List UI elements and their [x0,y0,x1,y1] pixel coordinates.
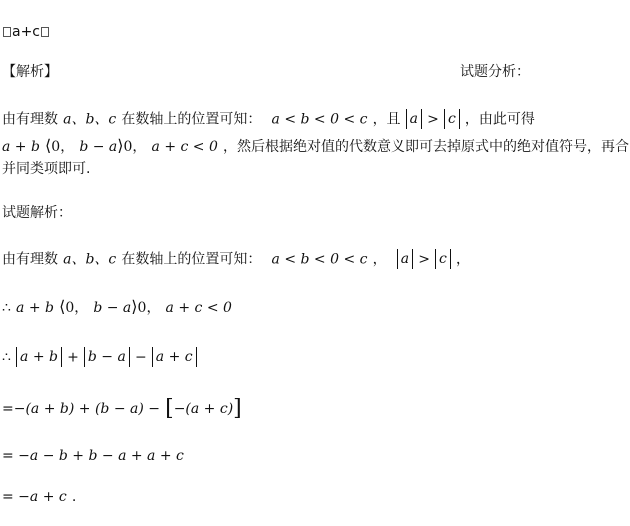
expr-b-minus-a: b − a [79,139,118,155]
solution-inequality: a < b < 0 < c [271,251,368,268]
solution-line-1 [2,249,470,269]
analysis-text: ，由此可得 [464,111,535,128]
gt-sign: > [427,111,439,128]
analysis-line-1 [2,109,535,129]
solution-vars: a、b、c [63,251,117,268]
abs-c: c [444,109,460,129]
solution-text: ， [372,251,387,268]
zero: 0， [123,139,147,155]
solution-title: 试题解析： [2,205,72,221]
analysis-line-3: 并同类项即可. [2,161,91,177]
left-bracket: [ [165,396,174,421]
minus-sign: − [134,349,147,366]
analysis-text: 在数轴上的位置可知： [121,111,262,128]
period: . [71,489,77,505]
solution-line-3 [2,347,197,367]
analysis-vars: a、b、c [63,111,117,128]
abs-c: c [435,249,451,269]
therefore-symbol: ∴ [2,300,11,316]
therefore-symbol: ∴ [2,349,11,366]
analysis-text: 由有理数 [2,111,58,128]
expr-a-plus-b: a + b [16,300,54,316]
analysis-inequality: a < b < 0 < c [271,111,368,128]
expr-expansion: =−(a + b) + (b − a) − [2,401,160,417]
lt-sign: ⟨ [45,136,52,155]
solution-line-2 [2,298,232,317]
expr-inner: −(a + c) [173,401,234,417]
final-answer: = −a + c [2,489,67,505]
solution-line-4 [2,396,242,421]
abs-a: a [406,109,422,129]
jiexi-title: 【解析】 [2,64,58,80]
zero: 0， [137,300,161,316]
placeholder-box-icon [41,27,49,37]
solution-text: 在数轴上的位置可知： [121,251,262,268]
right-bracket: ] [233,396,242,421]
zero: 0， [65,300,89,316]
answer-text: a+c [12,24,41,40]
analysis-line-2 [2,137,629,156]
expr-b-minus-a: b − a [93,300,132,316]
analysis-text: ，然后根据绝对值的代数意义即可去掉原式中的绝对值符号，再合 [222,139,629,155]
placeholder-box-icon [3,27,11,37]
gt-sign: > [418,251,430,268]
analysis-text: ，且 [372,111,401,128]
abs-b-minus-a: b − a [84,347,130,367]
expr-a-plus-c: a + c < 0 [165,300,232,316]
abs-a-plus-c: a + c [152,347,197,367]
gt-sign: ⟩ [117,136,124,155]
answer-line [2,22,50,41]
plus-sign: + [67,349,79,366]
expr-a-plus-c: a + c < 0 [151,139,218,155]
expr-a-plus-b: a + b [2,139,40,155]
solution-line-6 [2,487,76,506]
analysis-title: 试题分析： [460,64,530,80]
solution-text: 由有理数 [2,251,58,268]
solution-line-5: = −a − b + b − a + a + c [2,448,184,464]
gt-sign: ⟩ [131,297,138,316]
abs-a: a [397,249,413,269]
solution-text: ， [455,251,470,268]
lt-sign: ⟨ [59,297,66,316]
zero: 0， [51,139,75,155]
abs-a-plus-b: a + b [16,347,62,367]
